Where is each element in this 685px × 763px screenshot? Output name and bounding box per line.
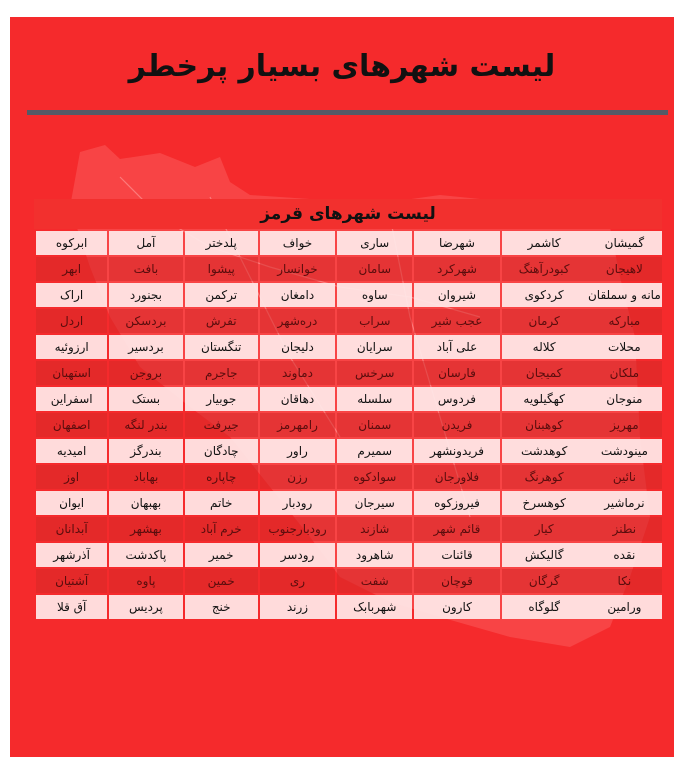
table-row <box>34 257 662 281</box>
city-cell: ابهر <box>36 257 107 281</box>
city-cell: خنج <box>185 595 258 619</box>
city-cell: آشتیان <box>36 569 107 593</box>
city-cell: نقده <box>587 543 662 567</box>
city-cell: ری <box>260 569 335 593</box>
table-row <box>34 283 662 307</box>
city-cell: کارون <box>414 595 499 619</box>
city-cell: اردل <box>36 309 107 333</box>
city-cell: سراب <box>337 309 412 333</box>
city-cell: نطنز <box>587 517 662 541</box>
table-row <box>34 309 662 333</box>
city-cell: فردوس <box>414 387 499 411</box>
city-cell: آمل <box>109 231 182 255</box>
city-cell: بهشهر <box>109 517 182 541</box>
table-row <box>34 491 662 515</box>
city-cell: شهربابک <box>337 595 412 619</box>
city-cell: کمیجان <box>502 361 587 385</box>
city-cell: پردیس <box>109 595 182 619</box>
table-row <box>34 569 662 593</box>
city-cell: شفت <box>337 569 412 593</box>
table-row <box>34 361 662 385</box>
table-row <box>34 439 662 463</box>
infographic-panel <box>10 17 674 757</box>
city-cell: دامغان <box>260 283 335 307</box>
city-cell: فارسان <box>414 361 499 385</box>
city-cell: زرند <box>260 595 335 619</box>
city-cell: دهاقان <box>260 387 335 411</box>
city-cell: رودبارجنوب <box>260 517 335 541</box>
city-cell: ترکمن <box>185 283 258 307</box>
city-cell: ملکان <box>587 361 662 385</box>
city-table <box>34 231 662 621</box>
city-cell: بستک <box>109 387 182 411</box>
city-cell: فریدونشهر <box>414 439 499 463</box>
city-cell: شهرکرد <box>414 257 499 281</box>
city-cell: جیرفت <box>185 413 258 437</box>
city-cell: سلسله <box>337 387 412 411</box>
table-title: لیست شهرهای قرمز <box>34 199 662 229</box>
city-cell: ارزوئیه <box>36 335 107 359</box>
city-cell: چاپاره <box>185 465 258 489</box>
city-cell: عجب شیر <box>414 309 499 333</box>
city-cell: رودبار <box>260 491 335 515</box>
city-cell: استهبان <box>36 361 107 385</box>
city-cell: شاهرود <box>337 543 412 567</box>
title-divider <box>27 110 668 115</box>
city-cell: دلیجان <box>260 335 335 359</box>
city-cell: بروجن <box>109 361 182 385</box>
city-cell: قائنات <box>414 543 499 567</box>
city-cell: قائم شهر <box>414 517 499 541</box>
city-cell: نکا <box>587 569 662 593</box>
city-cell: ورامین <box>587 595 662 619</box>
table-row <box>34 413 662 437</box>
city-cell: بردسکن <box>109 309 182 333</box>
city-cell: فلاورجان <box>414 465 499 489</box>
city-cell: بهبهان <box>109 491 182 515</box>
city-cell: مهریز <box>587 413 662 437</box>
city-cell: گرگان <box>502 569 587 593</box>
city-cell: علی آباد <box>414 335 499 359</box>
city-cell: خوانسار <box>260 257 335 281</box>
city-cell: گالیکش <box>502 543 587 567</box>
city-cell: خواف <box>260 231 335 255</box>
city-cell: خمین <box>185 569 258 593</box>
city-cell: بجنورد <box>109 283 182 307</box>
city-cell: شهرضا <box>414 231 499 255</box>
table-row <box>34 543 662 567</box>
city-cell: کرمان <box>502 309 587 333</box>
table-row <box>34 335 662 359</box>
city-cell: آبدانان <box>36 517 107 541</box>
city-cell: ساری <box>337 231 412 255</box>
city-cell: ابرکوه <box>36 231 107 255</box>
city-cell: کلاله <box>502 335 587 359</box>
city-cell: کاشمر <box>502 231 587 255</box>
city-cell: جوبیار <box>185 387 258 411</box>
city-cell: سرخس <box>337 361 412 385</box>
city-cell: پاوه <box>109 569 182 593</box>
city-cell: گلوگاه <box>502 595 587 619</box>
city-cell: بردسیر <box>109 335 182 359</box>
city-cell: گمیشان <box>587 231 662 255</box>
city-cell: سامان <box>337 257 412 281</box>
city-cell: ایوان <box>36 491 107 515</box>
city-cell: چادگان <box>185 439 258 463</box>
city-cell: کردکوی <box>502 283 587 307</box>
city-cell: آذرشهر <box>36 543 107 567</box>
city-cell: بهاباد <box>109 465 182 489</box>
table-row <box>34 387 662 411</box>
city-cell: رزن <box>260 465 335 489</box>
table-row <box>34 465 662 489</box>
city-cell: اسفراین <box>36 387 107 411</box>
city-cell: مانه و سملقان <box>587 283 662 307</box>
city-cell: نائین <box>587 465 662 489</box>
city-cell: کبودرآهنگ <box>502 257 587 281</box>
city-cell: دماوند <box>260 361 335 385</box>
city-cell: تنگستان <box>185 335 258 359</box>
city-cell: رودسر <box>260 543 335 567</box>
city-cell: لاهیجان <box>587 257 662 281</box>
city-cell: مبارکه <box>587 309 662 333</box>
city-cell: پلدختر <box>185 231 258 255</box>
city-cell: سمیرم <box>337 439 412 463</box>
city-cell: جاجرم <box>185 361 258 385</box>
city-cell: خاتم <box>185 491 258 515</box>
city-cell: پیشوا <box>185 257 258 281</box>
table-row <box>34 231 662 255</box>
city-cell: رامهرمز <box>260 413 335 437</box>
city-cell: خمیر <box>185 543 258 567</box>
city-cell: دره‌شهر <box>260 309 335 333</box>
city-cell: منوجان <box>587 387 662 411</box>
city-cell: اوز <box>36 465 107 489</box>
city-cell: سمنان <box>337 413 412 437</box>
city-cell: بندر لنگه <box>109 413 182 437</box>
city-cell: سرایان <box>337 335 412 359</box>
page-title: لیست شهرهای بسیار پرخطر <box>128 49 556 84</box>
city-cell: قوچان <box>414 569 499 593</box>
city-cell: کوهبنان <box>502 413 587 437</box>
city-cell: بندرگز <box>109 439 182 463</box>
city-cell: فریدن <box>414 413 499 437</box>
city-cell: خرم آباد <box>185 517 258 541</box>
city-cell: تفرش <box>185 309 258 333</box>
city-cell: سوادکوه <box>337 465 412 489</box>
city-cell: کیار <box>502 517 587 541</box>
city-cell: سیرجان <box>337 491 412 515</box>
city-cell: محلات <box>587 335 662 359</box>
city-cell: بافت <box>109 257 182 281</box>
table-row <box>34 595 662 619</box>
city-cell: شیروان <box>414 283 499 307</box>
city-cell: پاکدشت <box>109 543 182 567</box>
city-cell: کوهدشت <box>502 439 587 463</box>
city-cell: کوهرنگ <box>502 465 587 489</box>
city-cell: نرماشیر <box>587 491 662 515</box>
city-cell: کوهسرخ <box>502 491 587 515</box>
city-cell: راور <box>260 439 335 463</box>
city-cell: اصفهان <box>36 413 107 437</box>
city-cell: فیروزکوه <box>414 491 499 515</box>
city-cell: کهگیلویه <box>502 387 587 411</box>
city-cell: شازند <box>337 517 412 541</box>
city-cell: ساوه <box>337 283 412 307</box>
city-cell: اراک <box>36 283 107 307</box>
city-cell: امیدیه <box>36 439 107 463</box>
city-cell: آق قلا <box>36 595 107 619</box>
city-cell: مینودشت <box>587 439 662 463</box>
table-row <box>34 517 662 541</box>
